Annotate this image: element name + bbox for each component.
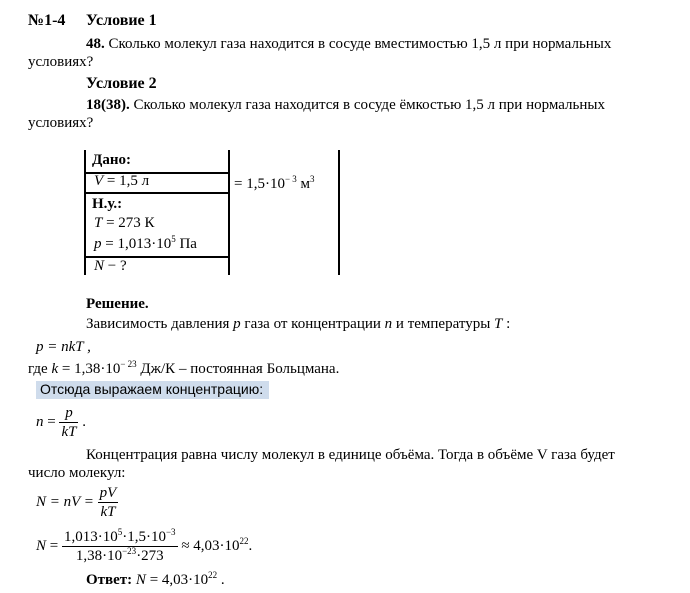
highlighted-text: Отсюда выражаем концентрацию: <box>40 381 264 397</box>
answer-line: Ответ: $N = 4,03\cdot 10^{22}$ . <box>86 570 225 588</box>
highlighted-line <box>36 381 269 399</box>
condition-2-label: Условие 2 <box>86 75 157 92</box>
given-volume-si: = $1,5\cdot 10^{- 3}$ $м^3$ <box>234 174 315 192</box>
condition-2-line-2: условиях? <box>28 115 94 131</box>
given-title: Дано: <box>92 152 131 168</box>
equation-concentration: n = $\frac{p}{kT}$ . <box>36 405 86 440</box>
condition-2-line-1: 18(38). Сколько молекул газа находится в сосуде ёмкостью 1,5 л при нормальных <box>86 97 605 113</box>
normal-conditions-title: Н.у.: <box>92 196 123 212</box>
condition-1-line-1: 48. Сколько молекул газа находится в сосуде вместимостью 1,5 л при нормальных <box>86 36 612 52</box>
given-temperature: T = 273 К <box>94 215 155 231</box>
given-row-line-2 <box>84 192 229 194</box>
equation-numeric: N = $\frac{1,013\cdot 10^5\cdot 1,5\cdot 10^{-3}}{1,38\cdot 10^{-23}\cdot 273}$ ≈ $4,03\cdot 10^{22}$. <box>36 527 253 564</box>
solution-title: Решение. <box>86 296 149 312</box>
given-volume: V = 1,5 л <box>94 173 150 189</box>
concentration-line-1: Концентрация равна числу молекул в единице объёма. Тогда в объёме V газа будет <box>86 447 615 463</box>
equation-number-formula: N = nV = $\frac{pV}{kT}$ <box>36 485 117 520</box>
equation-pressure: p = nkT , <box>36 339 91 355</box>
condition-1-line-2: условиях? <box>28 54 94 70</box>
condition-1-label: Условие 1 <box>86 12 157 29</box>
concentration-line-2: число молекул: <box>28 465 126 481</box>
given-right-border <box>338 150 340 275</box>
problem-number: №1-4 <box>28 12 66 29</box>
solution-line-1: Зависимость давления p газа от концентрации n и температуры T : <box>86 316 511 332</box>
find-quantity: N − ? <box>94 258 127 274</box>
given-pressure: $p = 1,013\cdot 10^5$ Па <box>94 234 197 252</box>
boltzmann-line: где $k = 1,38\cdot 10^{- 23}$ Дж/К – постоянная Больцмана. <box>28 359 340 377</box>
